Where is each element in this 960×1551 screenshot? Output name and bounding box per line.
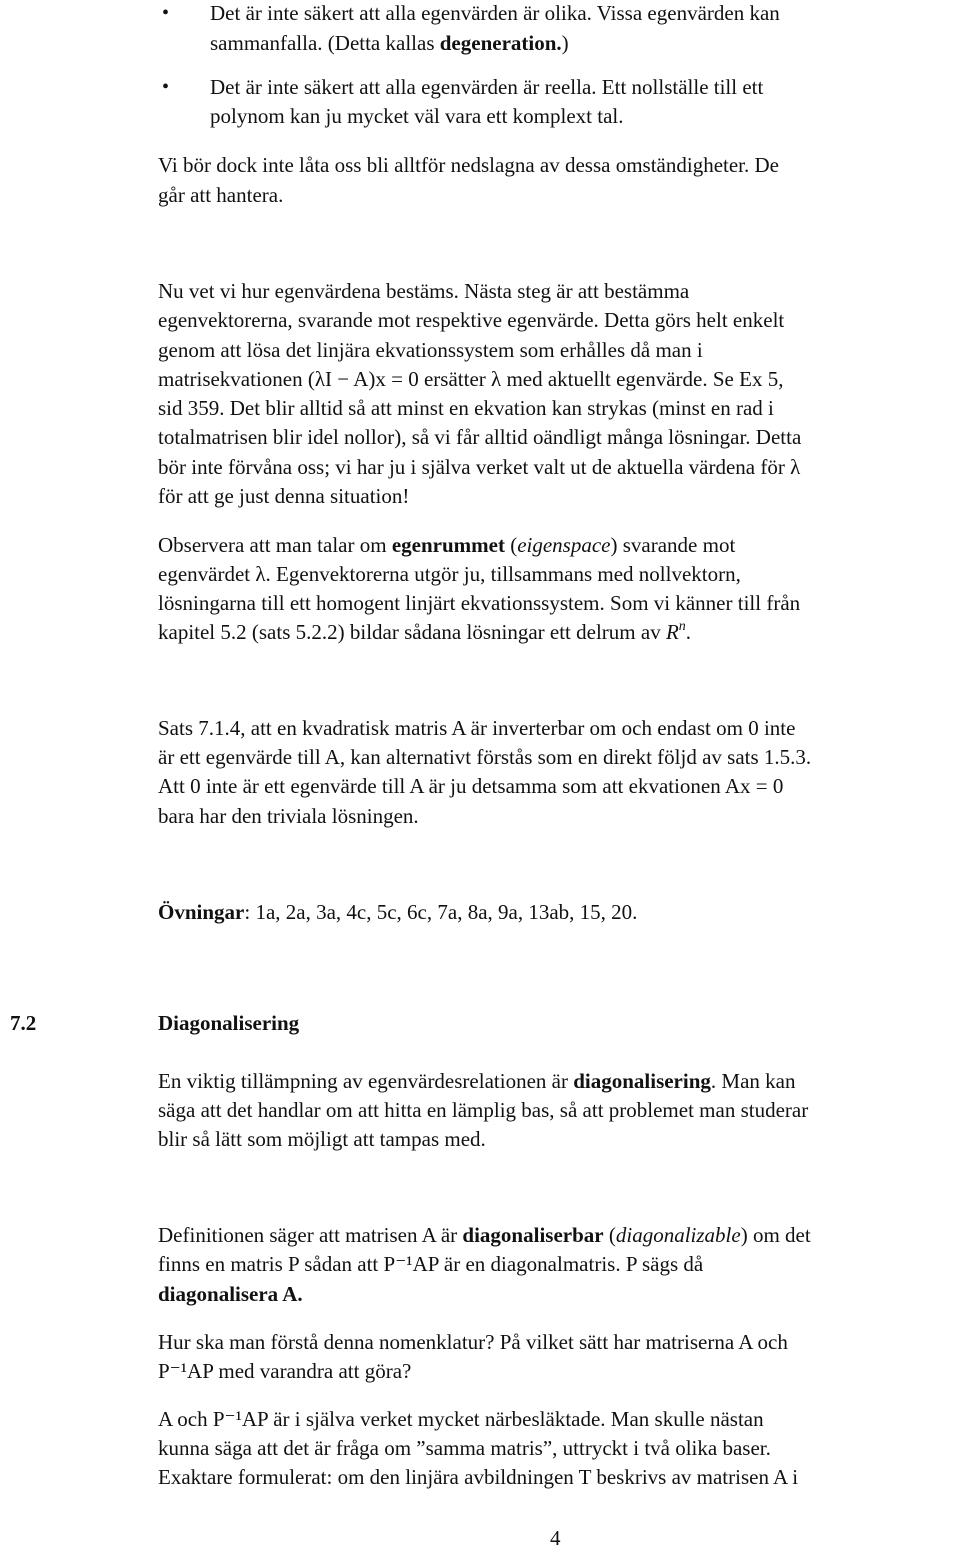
egenrummet-term: egenrummet (391, 533, 505, 557)
diagonalizable-term: diagonalizable (615, 1223, 741, 1247)
bullet-marker: • (162, 2, 170, 24)
sats-line-3: Att 0 inte är ett egenvärde till A är ju detsamma som att ekvationen Ax = 0 (158, 774, 784, 798)
bullet-1-line-1: Det är inte säkert att alla egenvärden är olika. Vissa egenvärden kan (210, 1, 780, 25)
page-number: 4 (550, 1526, 561, 1550)
diag-line-3: blir så lätt som möjligt att tampas med. (158, 1127, 486, 1151)
question-line-2: P⁻¹AP med varandra att göra? (158, 1359, 412, 1383)
eigspace-line-2: egenvärdet λ. Egenvektorerna utgör ju, tillsammans med nollvektorn, (158, 562, 741, 586)
sats-line-4: bara har den triviala lösningen. (158, 804, 419, 828)
exercises-line (158, 902, 637, 923)
question-line-1: Hur ska man förstå denna nomenklatur? På vilket sätt har matriserna A och (158, 1330, 788, 1354)
diag-line-2: säga att det handlar om att hitta en lämplig bas, så att problemet man studerar (158, 1098, 809, 1122)
bullet-1-line-2: sammanfalla. (Detta kallas degeneration.) (210, 31, 569, 55)
eigspace-line-1: Observera att man talar om egenrummet (eigenspace) svarande mot (158, 533, 736, 557)
eigvec-line-4: matrisekvationen (λI − A)x = 0 ersätter λ med aktuellt egenvärde. Se Ex 5, (158, 367, 784, 391)
final-line-3: Exaktare formulerat: om den linjära avbildningen T beskrivs av matrisen A i (158, 1465, 799, 1489)
eigspace-line-3: lösningarna till ett homogent linjärt ekvationssystem. Som vi känner till från (158, 591, 801, 615)
eigvec-line-5: sid 359. Det blir alltid så att minst en ekvation kan strykas (minst en rad i (158, 396, 774, 420)
eigvec-line-3: genom att lösa det linjära ekvationssystem som erhålles då man i (158, 338, 703, 362)
eigspace-line-4: kapitel 5.2 (sats 5.2.2) bildar sådana lösningar ett delrum av $R^n$. (158, 619, 692, 644)
eigvec-line-6: totalmatrisen blir idel nollor), så vi får alltid oändligt många lösningar. Detta (158, 425, 802, 449)
sats-line-1: Sats 7.1.4, att en kvadratisk matris A är inverterbar om och endast om 0 inte (158, 716, 796, 740)
R-symbol: R (665, 620, 679, 644)
diag-line-1: En viktig tillämpning av egenvärdesrelationen är diagonalisering. Man kan (158, 1069, 796, 1093)
final-line-2: kunna säga att det är fråga om ”samma matris”, uttryckt i två olika baser. (158, 1436, 771, 1460)
intro-line-2: går att hantera. (158, 183, 284, 207)
def-line-3: diagonalisera A. (158, 1282, 303, 1306)
n-superscript: n (678, 619, 686, 634)
bullet-marker: • (162, 76, 170, 98)
eigvec-line-2: egenvektorerna, svarande mot respektive egenvärde. Detta görs helt enkelt (158, 308, 785, 332)
diagonaliserbar-term: diagonaliserbar (462, 1223, 604, 1247)
section-title: Diagonalisering (158, 1011, 300, 1035)
def-line-1: Definitionen säger att matrisen A är diagonaliserbar (diagonalizable) om det (158, 1223, 811, 1247)
eigenspace-term: eigenspace (517, 533, 611, 557)
diagonalisering-term: diagonalisering (573, 1069, 711, 1093)
matrix-equation: (λI − A)x = 0 (307, 367, 419, 391)
eigvec-line-7: bör inte förvåna oss; vi har ju i själva verket valt ut de aktuella värdena för λ (158, 455, 801, 479)
final-line-1: A och P⁻¹AP är i själva verket mycket närbesläktade. Man skulle nästan (158, 1407, 764, 1431)
section-number: 7.2 (10, 1011, 37, 1035)
sats-line-2: är ett egenvärde till A, kan alternativt förstås som en direkt följd av sats 1.5.3. (158, 745, 812, 769)
exercises-list: : 1a, 2a, 3a, 4c, 5c, 6c, 7a, 8a, 9a, 13ab, 15, 20. (244, 900, 638, 924)
exercises-label: Övningar (158, 900, 245, 924)
eigvec-line-8: för att ge just denna situation! (158, 484, 410, 508)
degeneration-term: degeneration. (439, 31, 562, 55)
def-line-2: finns en matris P sådan att P⁻¹AP är en diagonalmatris. P sägs då (158, 1252, 704, 1276)
intro-line-1: Vi bör dock inte låta oss bli alltför nedslagna av dessa omständigheter. De (158, 153, 779, 177)
eigvec-line-1: Nu vet vi hur egenvärdena bestäms. Nästa steg är att bestämma (158, 279, 690, 303)
bullet-2-line-1: Det är inte säkert att alla egenvärden är reella. Ett nollställe till ett (210, 75, 764, 99)
bullet-2-line-2: polynom kan ju mycket väl vara ett komplext tal. (210, 104, 624, 128)
